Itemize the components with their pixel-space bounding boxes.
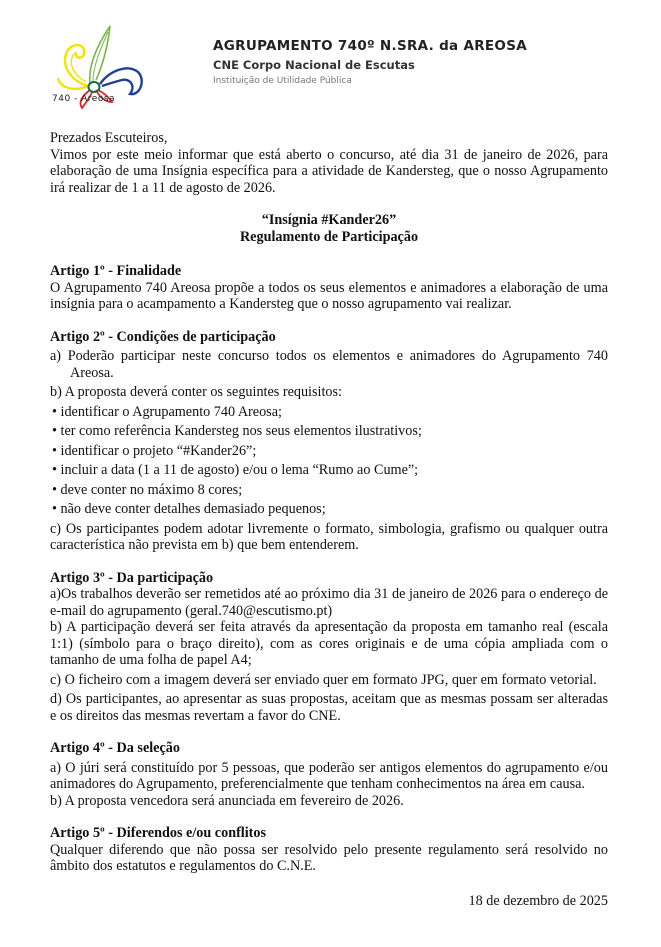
document-title — [50, 212, 608, 245]
article-2-item-c: c) Os participantes podem adotar livremente o formato, simbologia, grafismo ou qualquer outra característica não prevista em b) que bem entenderem. — [50, 520, 608, 553]
logo-center-knot — [89, 82, 100, 92]
logo-caption: 740 - Areosa — [52, 94, 116, 104]
article-5-heading: Artigo 5º - Diferendos e/ou conflitos — [50, 825, 267, 841]
article-4 — [50, 740, 608, 809]
article-3-item-c: c) O ficheiro com a imagem deverá ser enviado quer em formato JPG, quer em formato vetorial. — [50, 671, 597, 688]
article-5 — [50, 825, 608, 875]
article-4-item-a: a) O júri será constituído por 5 pessoas, que poderão ser antigos elementos do agrupamento e/ou animadores do Agrupamento, preferencialmente que tenham conhecimentos na área em causa. — [50, 759, 608, 792]
article-1-heading: Artigo 1º - Finalidade — [50, 263, 182, 279]
article-2-bullet: • ter como referência Kandersteg nos seus elementos ilustrativos; — [52, 423, 422, 439]
document-body — [50, 130, 608, 909]
logo-yellow-petal — [58, 45, 88, 89]
article-2-heading: Artigo 2º - Condições de participação — [50, 328, 276, 345]
article-2 — [50, 329, 608, 554]
article-3 — [50, 570, 608, 725]
title-line-2: Regulamento de Participação — [239, 228, 419, 245]
article-3-item-d: d) Os participantes, ao apresentar as suas propostas, aceitam que as mesmas possam ser alteradas e os direitos das mesmas revertam a favor do CNE. — [50, 691, 608, 724]
article-2-bullet: • não deve conter detalhes demasiado pequenos; — [52, 501, 326, 517]
organization-status: Instituição de Utilidade Pública — [213, 76, 352, 86]
article-1-text: O Agrupamento 740 Areosa propõe a todos os seus elementos e animadores a elaboração de uma insígnia para o acampamento a Kandersteg que o nosso agrupamento vai realizar. — [50, 279, 608, 312]
article-2-bullet: • identificar o projeto “#Kander26”; — [52, 442, 257, 459]
organization-name: AGRUPAMENTO 740º N.SRA. da AREOSA — [213, 38, 527, 54]
article-2-bullet: • deve conter no máximo 8 cores; — [52, 481, 243, 498]
organization-header — [213, 38, 527, 86]
article-3-heading: Artigo 3º - Da participação — [50, 569, 214, 586]
intro-paragraph: Vimos por este meio informar que está aberto o concurso, até dia 31 de janeiro de 2026, para elaboração de uma Insígnia específica para a atividade de Kandersteg, que o nosso Agrupamento irá realizar de 1 a 11 de agosto de 2026. — [50, 146, 608, 196]
organization-subtitle: CNE Corpo Nacional de Escutas — [213, 58, 415, 72]
article-2-item-b: b) A proposta deverá conter os seguintes requisitos: — [50, 384, 342, 400]
article-2-bullet: • identificar o Agrupamento 740 Areosa; — [52, 403, 282, 420]
article-2-item-a: a) Poderão participar neste concurso todos os elementos e animadores do Agrupamento 740 Areosa. — [50, 348, 608, 381]
article-2-bullet: • incluir a data (1 a 11 de agosto) e/ou o lema “Rumo ao Cume”; — [52, 462, 419, 478]
greeting: Prezados Escuteiros, — [50, 130, 168, 146]
document-date: 18 de dezembro de 2025 — [468, 892, 608, 909]
article-3-item-b: b) A participação deverá ser feita através da apresentação da proposta em tamanho real (escala 1:1) (símbolo para o braço direito), com as cores originais e de uma cópia ampliada com o tamanho de uma folha de papel A4; — [50, 619, 608, 668]
article-1 — [50, 263, 608, 313]
title-line-1: “Insígnia #Kander26” — [261, 212, 397, 228]
logo-blue-petal — [100, 68, 142, 94]
article-4-heading: Artigo 4º - Da seleção — [50, 740, 180, 756]
logo-green-petal-inner — [93, 32, 108, 82]
article-4-item-b: b) A proposta vencedora será anunciada em fevereiro de 2026. — [50, 792, 404, 809]
article-3-item-a: a)Os trabalhos deverão ser remetidos até ao próximo dia 31 de janeiro de 2026 para o endereço de e-mail do agrupamento (geral.740@escutismo.pt) — [50, 586, 608, 619]
article-5-text: Qualquer diferendo que não possa ser resolvido pelo presente regulamento será resolvido no âmbito dos estatutos e regulamentos do C.N.E. — [50, 841, 608, 874]
